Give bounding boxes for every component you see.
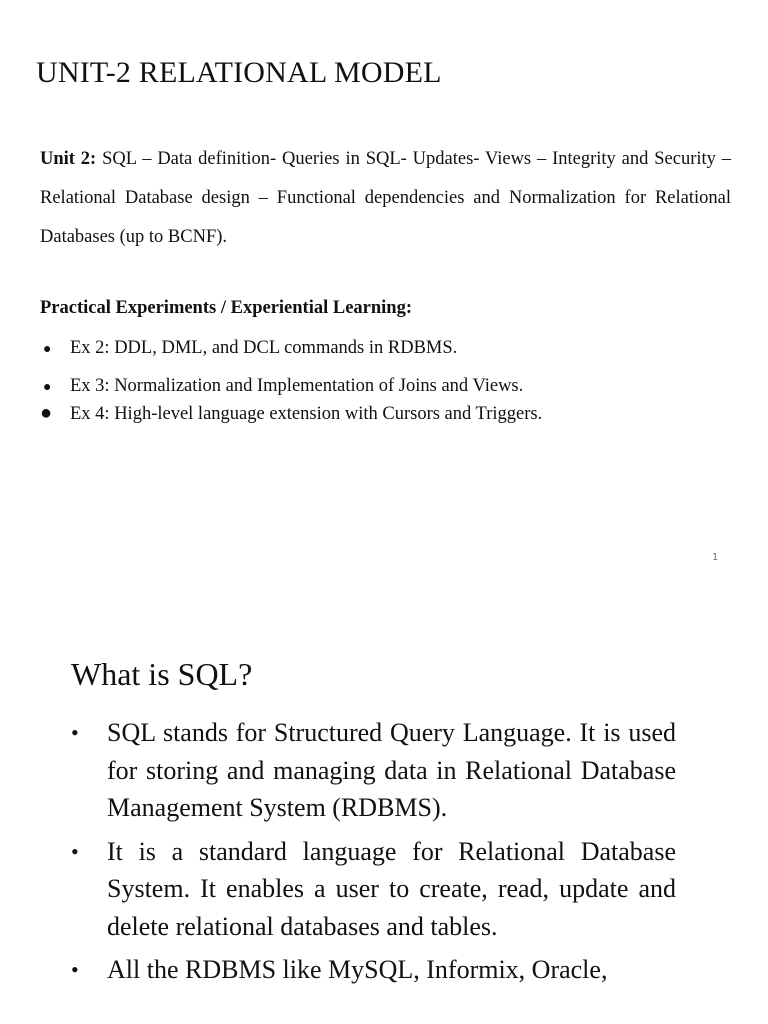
list-item (71, 951, 676, 989)
page-number: 1 (712, 552, 719, 563)
practical-heading: Practical Experiments / Experiential Learning: (40, 298, 412, 318)
bullet-icon: • (71, 957, 79, 982)
list-item (71, 714, 676, 827)
point-text: SQL stands for Structured Query Language. It is used for storing and managing data in Relational Database Management System (RDBMS). (107, 718, 676, 822)
experiment-item (40, 402, 542, 425)
experiment-item (40, 338, 457, 359)
bullet-icon: ● (43, 380, 52, 395)
slide-2 (0, 600, 768, 1024)
experiment-item (40, 376, 523, 397)
bullet-icon: • (71, 720, 79, 745)
bullet-icon: ● (43, 342, 52, 357)
experiment-text: Ex 3: Normalization and Implementation of Joins and Views. (70, 376, 524, 396)
slide-title: What is SQL? (71, 656, 253, 692)
point-text: All the RDBMS like MySQL, Informix, Oracle, (107, 955, 608, 984)
unit-description (40, 140, 731, 257)
list-item (71, 833, 676, 946)
bullet-icon: ● (40, 402, 53, 424)
experiment-text: Ex 4: High-level language extension with Cursors and Triggers. (70, 404, 543, 424)
bullet-icon: • (71, 838, 79, 864)
experiment-text: Ex 2: DDL, DML, and DCL commands in RDBMS. (70, 338, 458, 358)
point-text: It is a standard language for Relational Database System. It enables a user to create, read, update and delete relational databases and tables. (107, 836, 676, 941)
unit-text: SQL – Data definition- Queries in SQL- Updates- Views – Integrity and Security – Relational Database design – Functional dependencies and Normalization for Relational Databases (up to BCNF). (40, 149, 731, 247)
slide-title: UNIT-2 RELATIONAL MODEL (36, 56, 442, 89)
sql-points-list (71, 714, 676, 995)
unit-label: Unit 2: (40, 149, 97, 169)
